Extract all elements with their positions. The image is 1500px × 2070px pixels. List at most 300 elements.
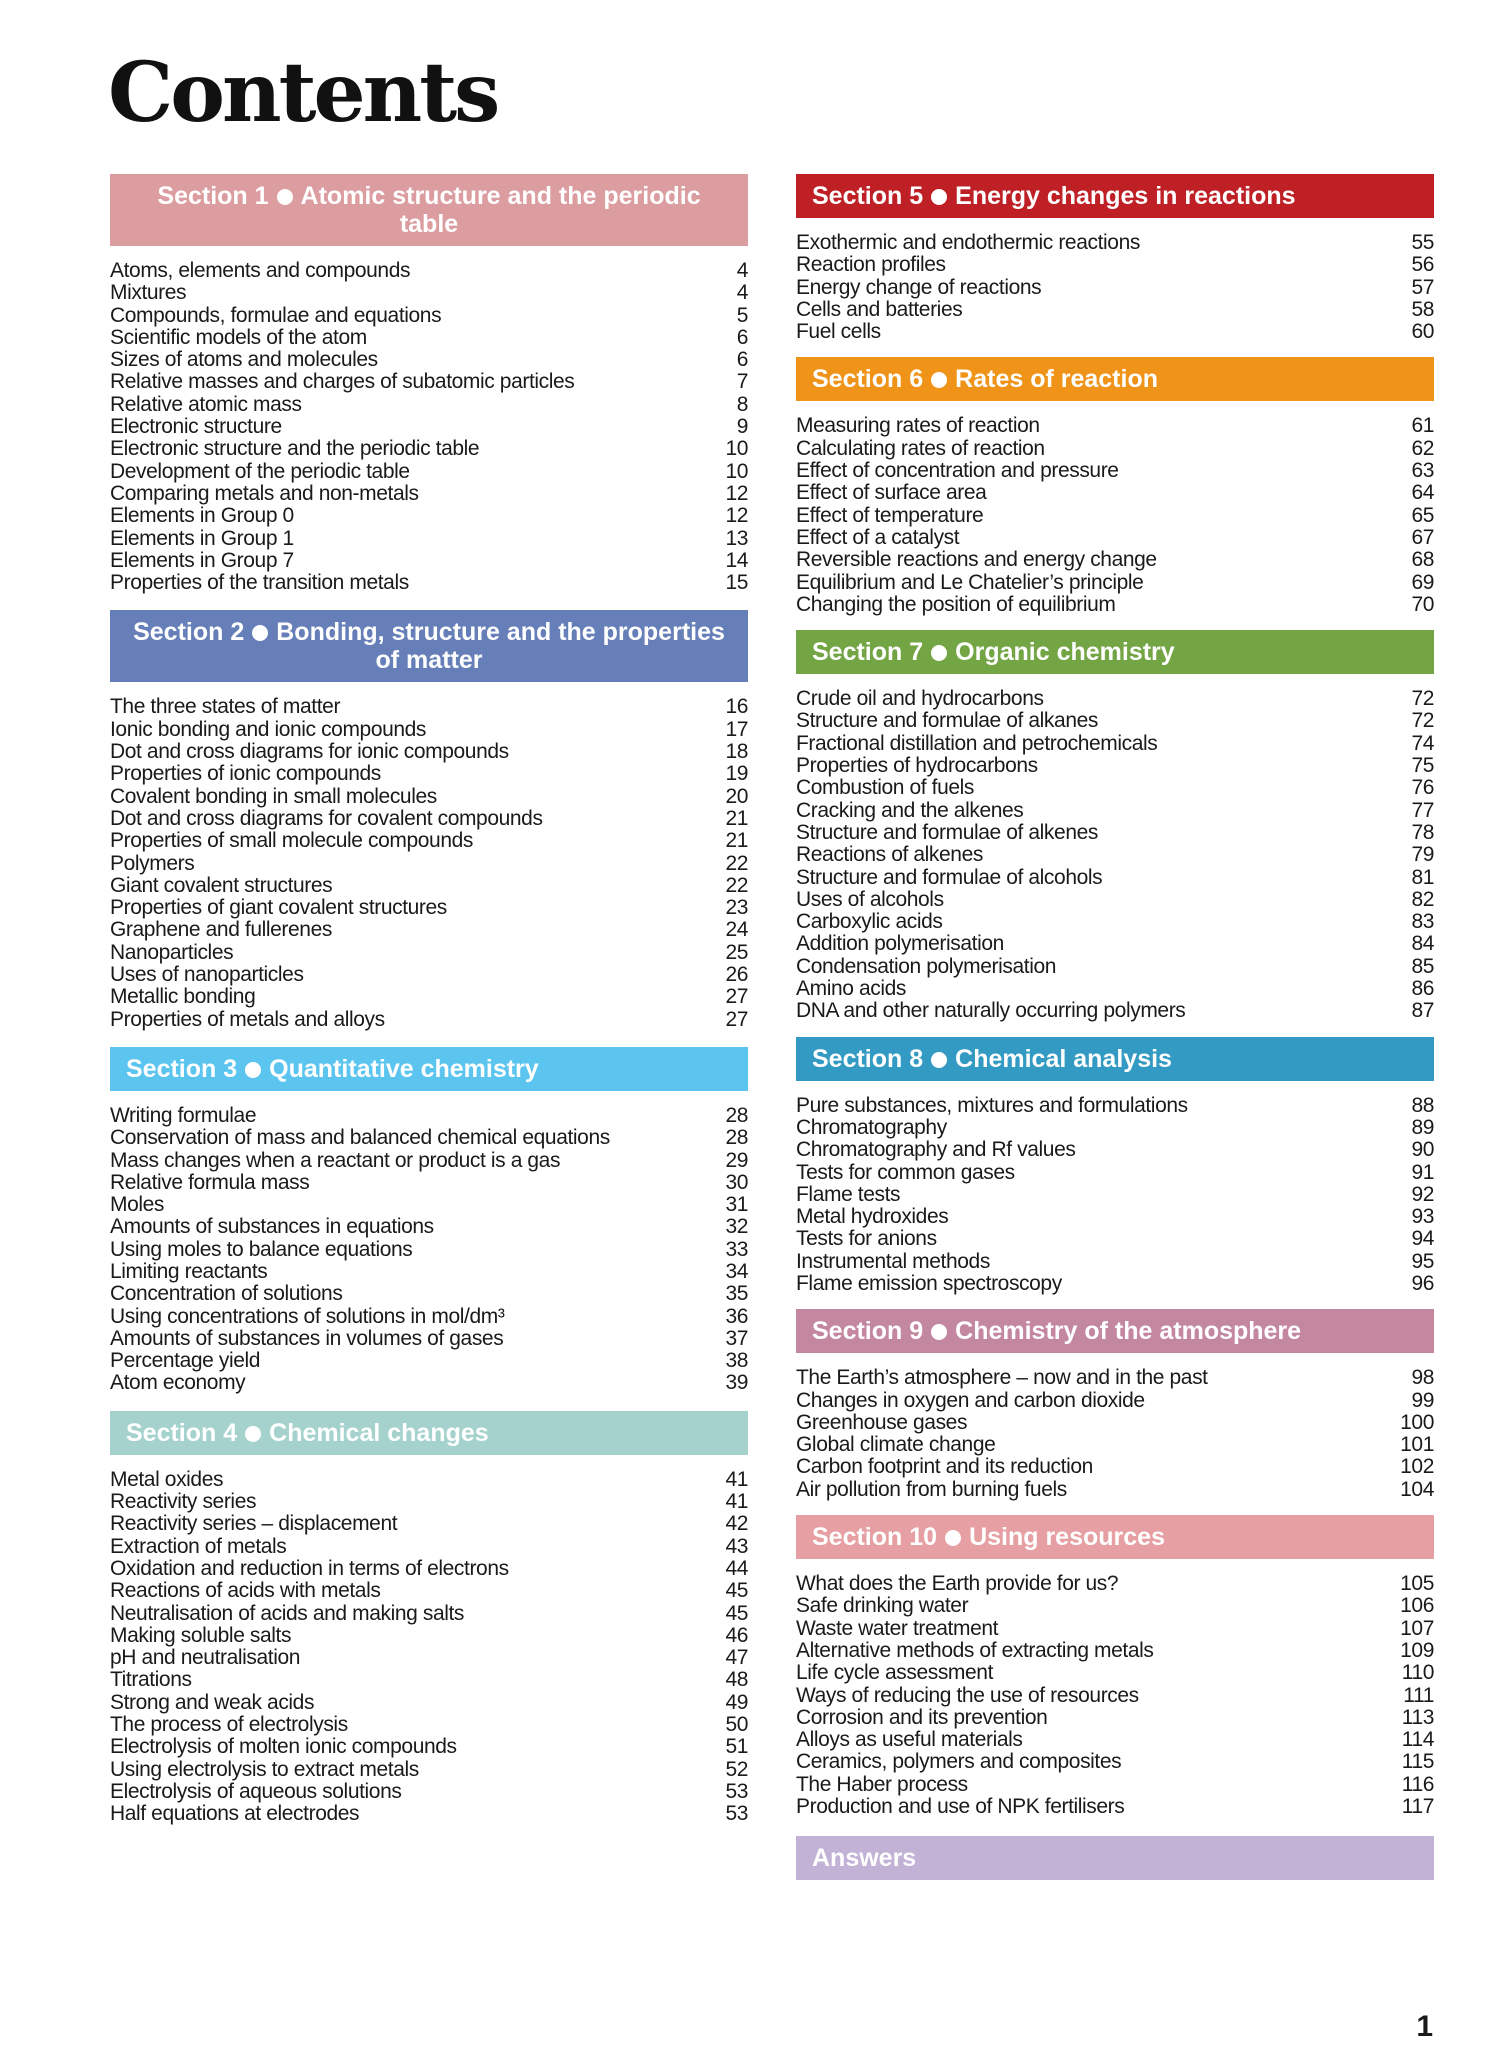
toc-entry[interactable] xyxy=(796,1640,1434,1662)
topic-title: Equilibrium and Le Chatelier’s principle xyxy=(796,570,1144,594)
topic-title: Fuel cells xyxy=(796,320,881,344)
topic-title: Mass changes when a reactant or product is a gas xyxy=(110,1148,561,1172)
topic-page-number: 87 xyxy=(1411,999,1434,1023)
topic-title: Properties of hydrocarbons xyxy=(796,754,1038,778)
section-header[interactable] xyxy=(110,1047,748,1091)
toc-entry[interactable] xyxy=(796,572,1434,594)
topic-title: Reactions of alkenes xyxy=(796,843,983,867)
topic-title: pH and neutralisation xyxy=(110,1646,301,1670)
topic-title: Graphene and fullerenes xyxy=(110,918,332,942)
toc-entry[interactable] xyxy=(110,897,748,919)
toc-entry[interactable] xyxy=(110,1469,748,1491)
toc-entry[interactable] xyxy=(110,964,748,986)
toc-entry[interactable] xyxy=(110,853,748,875)
section-label: Section 9 xyxy=(812,1317,924,1346)
section-header[interactable] xyxy=(796,357,1434,401)
topic-title: What does the Earth provide for us? xyxy=(796,1572,1119,1596)
topic-title: Covalent bonding in small molecules xyxy=(110,784,437,808)
contents-section xyxy=(796,1836,1434,1880)
toc-entry[interactable] xyxy=(110,786,748,808)
toc-entry[interactable] xyxy=(796,844,1434,866)
toc-entry[interactable] xyxy=(110,483,748,505)
toc-entry[interactable] xyxy=(796,1774,1434,1796)
topic-title: Metallic bonding xyxy=(110,985,256,1009)
toc-entry[interactable] xyxy=(796,482,1434,504)
topic-title: Polymers xyxy=(110,851,195,875)
toc-entry[interactable] xyxy=(796,688,1434,710)
toc-entry[interactable] xyxy=(110,1239,748,1261)
section-header[interactable] xyxy=(110,174,748,246)
toc-entry[interactable] xyxy=(796,1595,1434,1617)
entry-list xyxy=(796,232,1434,343)
toc-entry[interactable] xyxy=(796,254,1434,276)
toc-entry[interactable] xyxy=(796,1206,1434,1228)
topic-page-number: 12 xyxy=(725,481,748,505)
topic-page-number: 13 xyxy=(725,526,748,550)
topic-page-number: 104 xyxy=(1400,1477,1434,1501)
topic-page-number: 96 xyxy=(1411,1271,1434,1295)
toc-entry[interactable] xyxy=(110,1625,748,1647)
toc-entry[interactable] xyxy=(796,527,1434,549)
toc-entry[interactable] xyxy=(110,1647,748,1669)
contents-section xyxy=(796,1309,1434,1501)
toc-entry[interactable] xyxy=(110,394,748,416)
toc-entry[interactable] xyxy=(110,1669,748,1691)
topic-page-number: 117 xyxy=(1401,1795,1434,1819)
contents-section xyxy=(110,1047,748,1395)
toc-entry[interactable] xyxy=(796,505,1434,527)
topic-page-number: 56 xyxy=(1411,253,1434,277)
topic-title: Condensation polymerisation xyxy=(796,954,1057,978)
topic-title: The process of electrolysis xyxy=(110,1713,348,1737)
toc-entry[interactable] xyxy=(110,1216,748,1238)
topic-page-number: 34 xyxy=(725,1259,748,1283)
topic-page-number: 85 xyxy=(1411,954,1434,978)
topic-page-number: 51 xyxy=(725,1735,748,1759)
topic-page-number: 99 xyxy=(1411,1388,1434,1412)
topic-title: Development of the periodic table xyxy=(110,459,410,483)
toc-entry[interactable] xyxy=(110,696,748,718)
topic-page-number: 29 xyxy=(725,1148,748,1172)
toc-entry[interactable] xyxy=(796,1685,1434,1707)
topic-page-number: 95 xyxy=(1411,1249,1434,1273)
topic-page-number: 65 xyxy=(1411,503,1434,527)
topic-page-number: 89 xyxy=(1411,1115,1434,1139)
bullet-dot-icon xyxy=(245,1062,261,1078)
topic-title: Structure and formulae of alkenes xyxy=(796,820,1098,844)
toc-entry[interactable] xyxy=(796,978,1434,1000)
toc-entry[interactable] xyxy=(110,830,748,852)
toc-entry[interactable] xyxy=(796,733,1434,755)
toc-entry[interactable] xyxy=(110,1536,748,1558)
topic-title: Elements in Group 7 xyxy=(110,548,294,572)
topic-title: Giant covalent structures xyxy=(110,873,333,897)
page-title: Contents xyxy=(108,45,498,141)
section-header[interactable] xyxy=(796,1836,1434,1880)
topic-page-number: 28 xyxy=(725,1103,748,1127)
toc-entry[interactable] xyxy=(796,1729,1434,1751)
toc-entry[interactable] xyxy=(796,299,1434,321)
section-title: Bonding, structure and the properties of matter xyxy=(276,618,725,675)
topic-page-number: 88 xyxy=(1411,1093,1434,1117)
section-label: Section 6 xyxy=(812,365,924,394)
toc-entry[interactable] xyxy=(796,1367,1434,1389)
section-title: Chemical analysis xyxy=(955,1044,1172,1073)
contents-section xyxy=(796,174,1434,343)
topic-page-number: 58 xyxy=(1411,297,1434,321)
toc-entry[interactable] xyxy=(796,1618,1434,1640)
topic-title: Measuring rates of reaction xyxy=(796,414,1040,438)
topic-title: Conservation of mass and balanced chemical equations xyxy=(110,1126,610,1150)
topic-page-number: 38 xyxy=(725,1349,748,1373)
topic-title: Relative atomic mass xyxy=(110,392,302,416)
toc-entry[interactable] xyxy=(796,755,1434,777)
topic-page-number: 83 xyxy=(1411,910,1434,934)
toc-entry[interactable] xyxy=(796,1412,1434,1434)
topic-page-number: 90 xyxy=(1411,1138,1434,1162)
entry-list xyxy=(796,1367,1434,1501)
topic-title: Electronic structure xyxy=(110,415,282,439)
toc-entry[interactable] xyxy=(110,1150,748,1172)
toc-entry[interactable] xyxy=(796,549,1434,571)
entry-list xyxy=(796,1095,1434,1296)
toc-entry[interactable] xyxy=(796,321,1434,343)
contents-right-column xyxy=(796,174,1434,1880)
toc-entry[interactable] xyxy=(796,1796,1434,1818)
topic-title: Properties of small molecule compounds xyxy=(110,829,473,853)
toc-entry[interactable] xyxy=(796,1390,1434,1412)
topic-page-number: 115 xyxy=(1401,1750,1434,1774)
toc-entry[interactable] xyxy=(110,763,748,785)
toc-entry[interactable] xyxy=(796,1751,1434,1773)
topic-page-number: 72 xyxy=(1411,687,1434,711)
toc-entry[interactable] xyxy=(796,933,1434,955)
bullet-dot-icon xyxy=(252,625,268,641)
topic-page-number: 21 xyxy=(725,829,748,853)
toc-entry[interactable] xyxy=(110,741,748,763)
contents-left-column xyxy=(110,174,748,1842)
topic-title: Cracking and the alkenes xyxy=(796,798,1024,822)
toc-entry[interactable] xyxy=(796,415,1434,437)
section-title: Chemical changes xyxy=(269,1418,489,1447)
toc-entry[interactable] xyxy=(110,1580,748,1602)
topic-page-number: 75 xyxy=(1411,754,1434,778)
topic-title: Neutralisation of acids and making salts xyxy=(110,1601,465,1625)
toc-entry[interactable] xyxy=(110,1759,748,1781)
section-header[interactable] xyxy=(796,630,1434,674)
topic-page-number: 35 xyxy=(725,1282,748,1306)
toc-entry[interactable] xyxy=(796,1479,1434,1501)
toc-entry[interactable] xyxy=(110,1328,748,1350)
toc-entry[interactable] xyxy=(110,719,748,741)
topic-page-number: 81 xyxy=(1411,865,1434,889)
topic-title: Ways of reducing the use of resources xyxy=(796,1683,1139,1707)
toc-entry[interactable] xyxy=(110,1306,748,1328)
topic-title: Combustion of fuels xyxy=(796,776,974,800)
topic-title: Ionic bonding and ionic compounds xyxy=(110,717,427,741)
topic-title: Using moles to balance equations xyxy=(110,1237,413,1261)
topic-title: Atom economy xyxy=(110,1371,246,1395)
section-title: Atomic structure and the periodic table xyxy=(300,182,701,238)
topic-page-number: 25 xyxy=(725,940,748,964)
toc-entry[interactable] xyxy=(796,1456,1434,1478)
toc-entry[interactable] xyxy=(796,1117,1434,1139)
toc-entry[interactable] xyxy=(110,1513,748,1535)
toc-entry[interactable] xyxy=(110,1283,748,1305)
topic-page-number: 16 xyxy=(725,695,748,719)
topic-page-number: 32 xyxy=(725,1215,748,1239)
topic-title: Carboxylic acids xyxy=(796,910,943,934)
topic-page-number: 61 xyxy=(1411,414,1434,438)
topic-page-number: 77 xyxy=(1411,798,1434,822)
topic-page-number: 109 xyxy=(1400,1638,1434,1662)
toc-entry[interactable] xyxy=(110,1261,748,1283)
topic-title: Making soluble salts xyxy=(110,1623,292,1647)
topic-page-number: 105 xyxy=(1400,1572,1434,1596)
topic-title: Dot and cross diagrams for ionic compounds xyxy=(110,740,509,764)
topic-page-number: 9 xyxy=(736,415,748,439)
toc-entry[interactable] xyxy=(110,349,748,371)
topic-title: Relative formula mass xyxy=(110,1170,310,1194)
topic-page-number: 92 xyxy=(1411,1182,1434,1206)
topic-title: Crude oil and hydrocarbons xyxy=(796,687,1044,711)
section-title: Chemistry of the atmosphere xyxy=(955,1317,1302,1346)
toc-entry[interactable] xyxy=(110,1603,748,1625)
topic-page-number: 53 xyxy=(725,1779,748,1803)
topic-page-number: 37 xyxy=(725,1326,748,1350)
topic-page-number: 41 xyxy=(725,1490,748,1514)
section-label: Section 3 xyxy=(126,1054,238,1083)
section-header[interactable] xyxy=(796,1309,1434,1353)
topic-title: Writing formulae xyxy=(110,1103,257,1127)
section-title: Organic chemistry xyxy=(955,638,1175,667)
topic-page-number: 10 xyxy=(725,437,748,461)
topic-title: Elements in Group 1 xyxy=(110,526,294,550)
topic-title: Electrolysis of aqueous solutions xyxy=(110,1779,402,1803)
topic-title: Structure and formulae of alcohols xyxy=(796,865,1103,889)
toc-entry[interactable] xyxy=(796,889,1434,911)
topic-title: Addition polymerisation xyxy=(796,932,1004,956)
topic-page-number: 4 xyxy=(736,281,748,305)
toc-entry[interactable] xyxy=(796,1434,1434,1456)
toc-entry[interactable] xyxy=(796,1139,1434,1161)
topic-title: Amounts of substances in equations xyxy=(110,1215,434,1239)
topic-page-number: 42 xyxy=(725,1512,748,1536)
toc-entry[interactable] xyxy=(110,528,748,550)
toc-entry[interactable] xyxy=(110,1350,748,1372)
topic-title: Effect of temperature xyxy=(796,503,984,527)
toc-entry[interactable] xyxy=(110,1372,748,1394)
toc-entry[interactable] xyxy=(796,1251,1434,1273)
topic-title: Compounds, formulae and equations xyxy=(110,303,442,327)
topic-page-number: 78 xyxy=(1411,820,1434,844)
topic-title: Corrosion and its prevention xyxy=(796,1705,1048,1729)
topic-title: Amounts of substances in volumes of gases xyxy=(110,1326,504,1350)
toc-entry[interactable] xyxy=(796,1184,1434,1206)
toc-entry[interactable] xyxy=(110,808,748,830)
toc-entry[interactable] xyxy=(110,461,748,483)
topic-page-number: 113 xyxy=(1401,1705,1434,1729)
toc-entry[interactable] xyxy=(796,1662,1434,1684)
section-header[interactable] xyxy=(796,1515,1434,1559)
toc-entry[interactable] xyxy=(110,282,748,304)
topic-title: The Haber process xyxy=(796,1772,968,1796)
toc-entry[interactable] xyxy=(110,1105,748,1127)
toc-entry[interactable] xyxy=(110,572,748,594)
topic-page-number: 31 xyxy=(725,1193,748,1217)
topic-page-number: 57 xyxy=(1411,275,1434,299)
topic-title: Pure substances, mixtures and formulations xyxy=(796,1093,1188,1117)
toc-entry[interactable] xyxy=(110,1127,748,1149)
toc-entry[interactable] xyxy=(110,1803,748,1825)
topic-title: Electrolysis of molten ionic compounds xyxy=(110,1735,457,1759)
topic-title: Global climate change xyxy=(796,1433,996,1457)
toc-entry[interactable] xyxy=(110,260,748,282)
section-label: Section 10 xyxy=(812,1523,938,1552)
toc-entry[interactable] xyxy=(110,438,748,460)
toc-entry[interactable] xyxy=(796,1095,1434,1117)
toc-entry[interactable] xyxy=(796,1573,1434,1595)
toc-entry[interactable] xyxy=(796,822,1434,844)
topic-title: Tests for anions xyxy=(796,1227,937,1251)
toc-entry[interactable] xyxy=(796,1000,1434,1022)
toc-entry[interactable] xyxy=(110,942,748,964)
topic-title: Titrations xyxy=(110,1668,192,1692)
topic-page-number: 107 xyxy=(1400,1616,1434,1640)
section-header[interactable] xyxy=(110,610,748,682)
topic-title: Metal hydroxides xyxy=(796,1205,949,1229)
topic-title: Flame emission spectroscopy xyxy=(796,1271,1062,1295)
topic-page-number: 84 xyxy=(1411,932,1434,956)
topic-page-number: 41 xyxy=(725,1467,748,1491)
section-header[interactable] xyxy=(796,1037,1434,1081)
toc-entry[interactable] xyxy=(796,911,1434,933)
toc-entry[interactable] xyxy=(110,875,748,897)
topic-title: Safe drinking water xyxy=(796,1594,969,1618)
toc-entry[interactable] xyxy=(110,416,748,438)
topic-title: Percentage yield xyxy=(110,1349,261,1373)
section-label: Section 5 xyxy=(812,182,924,210)
topic-page-number: 10 xyxy=(725,459,748,483)
toc-entry[interactable] xyxy=(110,1194,748,1216)
toc-entry[interactable] xyxy=(796,1228,1434,1250)
topic-page-number: 86 xyxy=(1411,977,1434,1001)
toc-entry[interactable] xyxy=(110,919,748,941)
toc-entry[interactable] xyxy=(110,1781,748,1803)
topic-title: Flame tests xyxy=(796,1182,901,1206)
toc-entry[interactable] xyxy=(110,327,748,349)
contents-section xyxy=(796,357,1434,616)
toc-entry[interactable] xyxy=(796,956,1434,978)
topic-page-number: 46 xyxy=(725,1623,748,1647)
toc-entry[interactable] xyxy=(110,1491,748,1513)
topic-page-number: 4 xyxy=(736,259,748,282)
toc-entry[interactable] xyxy=(110,986,748,1008)
topic-page-number: 101 xyxy=(1400,1433,1434,1457)
topic-title: Waste water treatment xyxy=(796,1616,999,1640)
toc-entry[interactable] xyxy=(796,1162,1434,1184)
toc-entry[interactable] xyxy=(796,800,1434,822)
toc-entry[interactable] xyxy=(796,1273,1434,1295)
toc-entry[interactable] xyxy=(110,1692,748,1714)
bullet-dot-icon xyxy=(931,645,947,661)
toc-entry[interactable] xyxy=(796,438,1434,460)
topic-title: Scientific models of the atom xyxy=(110,325,367,349)
toc-entry[interactable] xyxy=(796,277,1434,299)
topic-page-number: 98 xyxy=(1411,1366,1434,1390)
toc-entry[interactable] xyxy=(796,460,1434,482)
toc-entry[interactable] xyxy=(110,1714,748,1736)
toc-entry[interactable] xyxy=(110,505,748,527)
topic-title: Sizes of atoms and molecules xyxy=(110,348,378,372)
toc-entry[interactable] xyxy=(110,550,748,572)
toc-entry[interactable] xyxy=(796,710,1434,732)
topic-page-number: 22 xyxy=(725,873,748,897)
topic-title: Fractional distillation and petrochemicals xyxy=(796,731,1158,755)
toc-entry[interactable] xyxy=(796,594,1434,616)
toc-entry[interactable] xyxy=(796,777,1434,799)
section-header[interactable] xyxy=(796,174,1434,218)
contents-section xyxy=(796,1037,1434,1296)
topic-page-number: 76 xyxy=(1411,776,1434,800)
toc-entry[interactable] xyxy=(796,1707,1434,1729)
topic-title: Reversible reactions and energy change xyxy=(796,548,1157,572)
toc-entry[interactable] xyxy=(110,305,748,327)
topic-page-number: 8 xyxy=(736,392,748,416)
topic-page-number: 27 xyxy=(725,985,748,1009)
toc-entry[interactable] xyxy=(110,1558,748,1580)
contents-section xyxy=(110,1411,748,1826)
topic-title: The three states of matter xyxy=(110,695,341,719)
topic-page-number: 50 xyxy=(725,1713,748,1737)
topic-page-number: 79 xyxy=(1411,843,1434,867)
topic-title: Reactivity series xyxy=(110,1490,257,1514)
toc-entry[interactable] xyxy=(110,371,748,393)
toc-entry[interactable] xyxy=(796,232,1434,254)
topic-title: Relative masses and charges of subatomic particles xyxy=(110,370,575,394)
topic-title: Using concentrations of solutions in mol/dm³ xyxy=(110,1304,505,1328)
contents-section xyxy=(110,174,748,594)
toc-entry[interactable] xyxy=(110,1172,748,1194)
section-label: Section 1 xyxy=(157,182,269,210)
topic-title: Greenhouse gases xyxy=(796,1410,968,1434)
contents-section xyxy=(110,610,748,1030)
topic-page-number: 62 xyxy=(1411,436,1434,460)
topic-title: Using electrolysis to extract metals xyxy=(110,1757,419,1781)
topic-page-number: 18 xyxy=(725,740,748,764)
topic-title: Exothermic and endothermic reactions xyxy=(796,231,1140,254)
section-header[interactable] xyxy=(110,1411,748,1455)
section-label: Section 8 xyxy=(812,1044,924,1073)
topic-title: Nanoparticles xyxy=(110,940,234,964)
topic-title: Reaction profiles xyxy=(796,253,946,277)
topic-title: Metal oxides xyxy=(110,1467,224,1491)
entry-list xyxy=(110,1469,748,1826)
topic-title: Oxidation and reduction in terms of electrons xyxy=(110,1556,509,1580)
toc-entry[interactable] xyxy=(796,867,1434,889)
topic-title: Properties of giant covalent structures xyxy=(110,896,447,920)
topic-page-number: 48 xyxy=(725,1668,748,1692)
toc-entry[interactable] xyxy=(110,1736,748,1758)
topic-page-number: 27 xyxy=(725,1007,748,1031)
topic-page-number: 47 xyxy=(725,1646,748,1670)
topic-title: Effect of a catalyst xyxy=(796,525,960,549)
topic-title: Effect of concentration and pressure xyxy=(796,459,1119,483)
toc-entry[interactable] xyxy=(110,1009,748,1031)
topic-title: Electronic structure and the periodic table xyxy=(110,437,480,461)
topic-title: Changing the position of equilibrium xyxy=(796,592,1116,616)
topic-title: Half equations at electrodes xyxy=(110,1802,360,1826)
